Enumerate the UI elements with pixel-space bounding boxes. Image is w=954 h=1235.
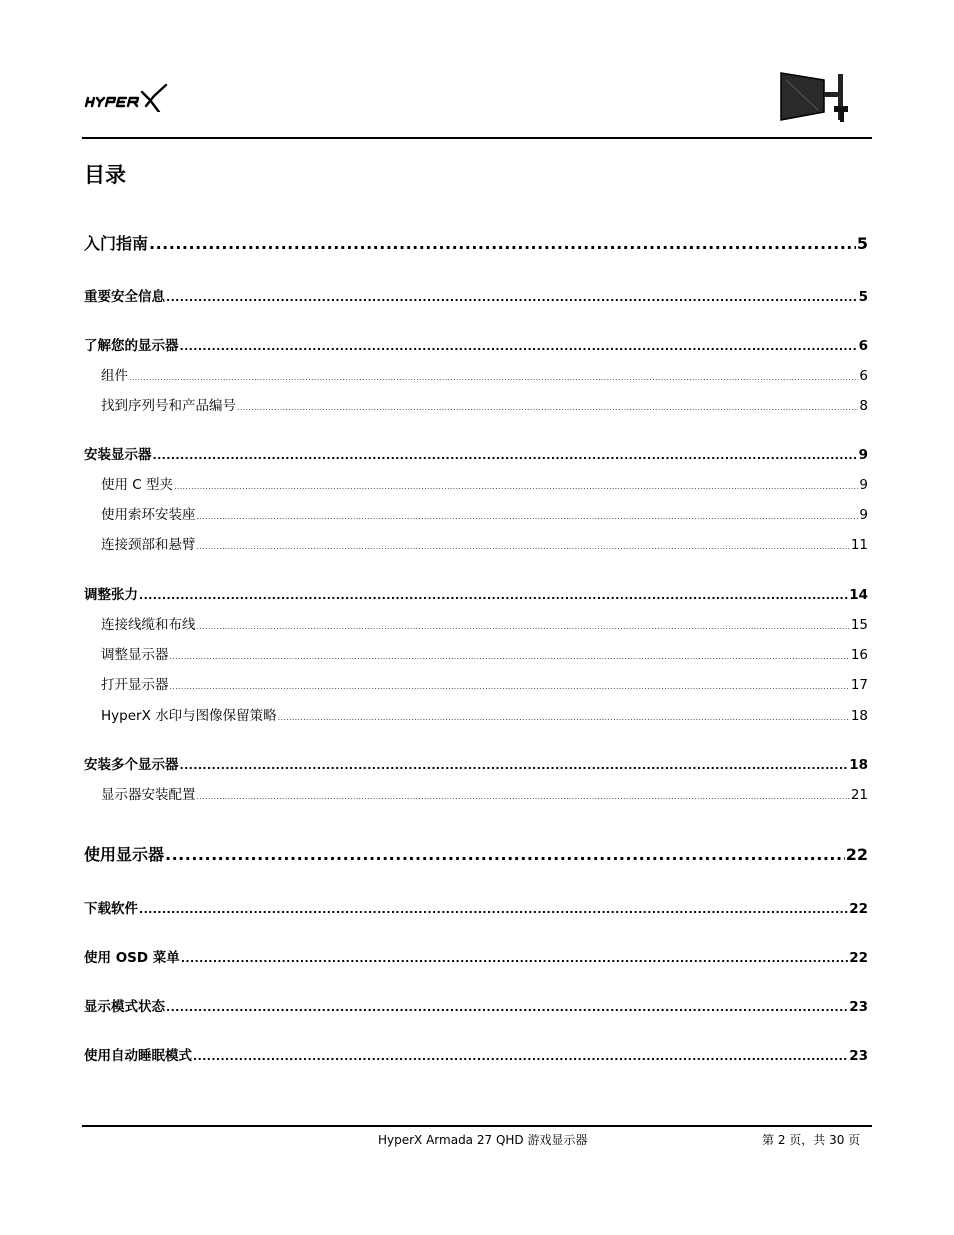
toc-dot-leader bbox=[149, 232, 856, 256]
toc-entry-label: 下载软件 bbox=[84, 901, 138, 917]
toc-entry-page: 23 bbox=[849, 1048, 868, 1064]
toc-entry[interactable] bbox=[101, 706, 868, 726]
toc-entry[interactable] bbox=[84, 585, 868, 605]
toc-entry-label: 调整张力 bbox=[84, 587, 138, 603]
toc-dot-leader bbox=[153, 445, 858, 466]
toc-entry[interactable] bbox=[101, 535, 868, 555]
toc-entry-label: 组件 bbox=[101, 368, 128, 384]
hyperx-logo-icon bbox=[84, 80, 184, 112]
toc-entry-page: 5 bbox=[856, 234, 868, 253]
toc-entry-label: 使用 C 型夹 bbox=[101, 477, 174, 493]
toc-entry-page: 18 bbox=[849, 757, 868, 773]
toc-entry-label: 安装显示器 bbox=[84, 447, 152, 463]
toc-entry-label: 入门指南 bbox=[84, 234, 149, 253]
toc-dot-leader bbox=[197, 505, 859, 527]
toc-entry-page: 22 bbox=[845, 845, 868, 864]
toc-entry-page: 6 bbox=[858, 338, 868, 354]
footer-page-info: 第 2 页，共 30 页 bbox=[762, 1133, 861, 1147]
toc-dot-leader bbox=[170, 645, 850, 667]
toc-entry[interactable] bbox=[101, 366, 868, 386]
toc-entry[interactable] bbox=[84, 232, 868, 256]
toc-entry[interactable] bbox=[84, 1046, 868, 1066]
toc-dot-leader bbox=[170, 675, 850, 697]
toc-entry-page: 15 bbox=[850, 617, 868, 633]
toc-entry[interactable] bbox=[101, 675, 868, 695]
toc-entry-page: 9 bbox=[859, 477, 868, 493]
toc-dot-leader bbox=[180, 336, 858, 357]
toc-entry-label: 使用 OSD 菜单 bbox=[84, 950, 180, 966]
toc-dot-leader bbox=[237, 396, 858, 418]
toc-entry-page: 22 bbox=[849, 901, 868, 917]
toc-dot-leader bbox=[139, 899, 848, 920]
toc-dot-leader bbox=[129, 366, 858, 388]
toc-entry-label: 使用自动睡眠模式 bbox=[84, 1048, 192, 1064]
toc-entry[interactable] bbox=[101, 645, 868, 665]
toc-entry[interactable] bbox=[84, 445, 868, 465]
toc-entry[interactable] bbox=[84, 899, 868, 919]
toc-dot-leader bbox=[174, 475, 858, 497]
toc-entry[interactable] bbox=[84, 336, 868, 356]
toc-entry-page: 9 bbox=[859, 507, 868, 523]
toc-entry-label: 调整显示器 bbox=[101, 647, 169, 663]
toc-entry-page: 21 bbox=[850, 787, 868, 803]
footer-rule bbox=[82, 1125, 872, 1127]
toc-entry-label: 找到序列号和产品编号 bbox=[101, 398, 236, 414]
toc-entry-page: 23 bbox=[849, 999, 868, 1015]
toc-entry[interactable] bbox=[84, 755, 868, 775]
toc-entry-page: 17 bbox=[850, 677, 868, 693]
toc-dot-leader bbox=[278, 706, 850, 728]
toc-entry-page: 16 bbox=[850, 647, 868, 663]
toc-entry-label: 显示模式状态 bbox=[84, 999, 165, 1015]
toc-entry-page: 5 bbox=[858, 289, 868, 305]
toc-entry[interactable] bbox=[101, 475, 868, 495]
toc-dot-leader bbox=[193, 1046, 848, 1067]
toc-dot-leader bbox=[197, 535, 850, 557]
toc-entry[interactable] bbox=[84, 948, 868, 968]
toc-entry-page: 6 bbox=[859, 368, 868, 384]
toc-entry[interactable] bbox=[84, 843, 868, 867]
toc-entry-page: 22 bbox=[849, 950, 868, 966]
toc-entry[interactable] bbox=[84, 997, 868, 1017]
toc-entry[interactable] bbox=[101, 505, 868, 525]
toc-entry[interactable] bbox=[84, 287, 868, 307]
monitor-arm-icon bbox=[778, 70, 856, 126]
toc-dot-leader bbox=[181, 948, 848, 969]
toc-entry[interactable] bbox=[101, 396, 868, 416]
toc-entry-label: 连接颈部和悬臂 bbox=[101, 537, 196, 553]
toc-entry-label: 打开显示器 bbox=[101, 677, 169, 693]
toc-dot-leader bbox=[165, 843, 845, 867]
toc-entry-page: 9 bbox=[858, 447, 868, 463]
toc-entry-label: 了解您的显示器 bbox=[84, 338, 179, 354]
toc-title: 目录 bbox=[84, 163, 126, 187]
toc-entry-label: 安装多个显示器 bbox=[84, 757, 179, 773]
toc-entry-page: 14 bbox=[849, 587, 868, 603]
toc-entry[interactable] bbox=[101, 785, 868, 805]
toc-dot-leader bbox=[180, 755, 849, 776]
toc-entry-page: 18 bbox=[850, 708, 868, 724]
toc-dot-leader bbox=[166, 287, 858, 308]
toc-entry-label: 重要安全信息 bbox=[84, 289, 165, 305]
toc-dot-leader bbox=[166, 997, 848, 1018]
toc-entry-label: HyperX 水印与图像保留策略 bbox=[101, 708, 277, 724]
toc-dot-leader bbox=[197, 615, 850, 637]
toc-entry-label: 显示器安装配置 bbox=[101, 787, 196, 803]
toc-dot-leader bbox=[197, 785, 850, 807]
header-rule bbox=[82, 137, 872, 139]
toc-entry-label: 连接线缆和布线 bbox=[101, 617, 196, 633]
footer-doc-title: HyperX Armada 27 QHD 游戏显示器 bbox=[378, 1133, 588, 1147]
toc-dot-leader bbox=[139, 585, 848, 606]
toc-entry-page: 8 bbox=[859, 398, 868, 414]
toc-entry[interactable] bbox=[101, 615, 868, 635]
toc-entry-label: 使用显示器 bbox=[84, 845, 165, 864]
toc-entry-page: 11 bbox=[850, 537, 868, 553]
toc-entry-label: 使用索环安装座 bbox=[101, 507, 196, 523]
